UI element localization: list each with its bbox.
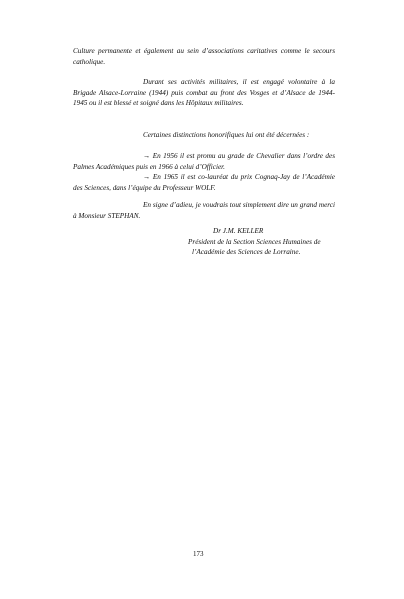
signature-block [188,226,338,258]
distinction-item-1 [73,151,335,172]
paragraph-farewell: En signe d’adieu, je voudrais tout simplement dire un grand merci à Monsieur STEPHAN. [73,201,335,220]
arrow-right-icon: → [143,152,151,160]
page-number: 173 [193,550,204,558]
signature-title-line-1: Président de la Section Sciences Humaines de [188,237,321,246]
paragraph-culture: Culture permanente et également au sein d’associations caritatives comme le secours catholique. [73,47,335,66]
arrow-right-icon: → [143,173,151,181]
distinction-text-1: En 1956 il est promu au grade de Chevalier dans l’ordre des Palmes Académiques puis en 1966 à celui d’Officier. [73,152,335,171]
paragraph-military-service: Durant ses activités militaires, il est engagé volontaire à la Brigade Alsace-Lorraine (1944) puis combat au front des Vosges et d’Alsace de 1944-1945 ou il est blessé et soigné dans les Hôpitaux militaires. [73,78,335,107]
signature-title-line-2: l’Académie des Sciences de Lorraine. [192,248,301,256]
signature-name: Dr J.M. KELLER [213,227,264,235]
distinction-item-2 [73,172,335,193]
distinction-text-2: En 1965 il est co-lauréat du prix Cognaq-Jay de l’Académie des Sciences, dans l’équipe du Professeur WOLF. [73,173,336,192]
paragraph-distinctions-intro: Certaines distinctions honorifiques lui ont été décernées : [143,131,310,139]
